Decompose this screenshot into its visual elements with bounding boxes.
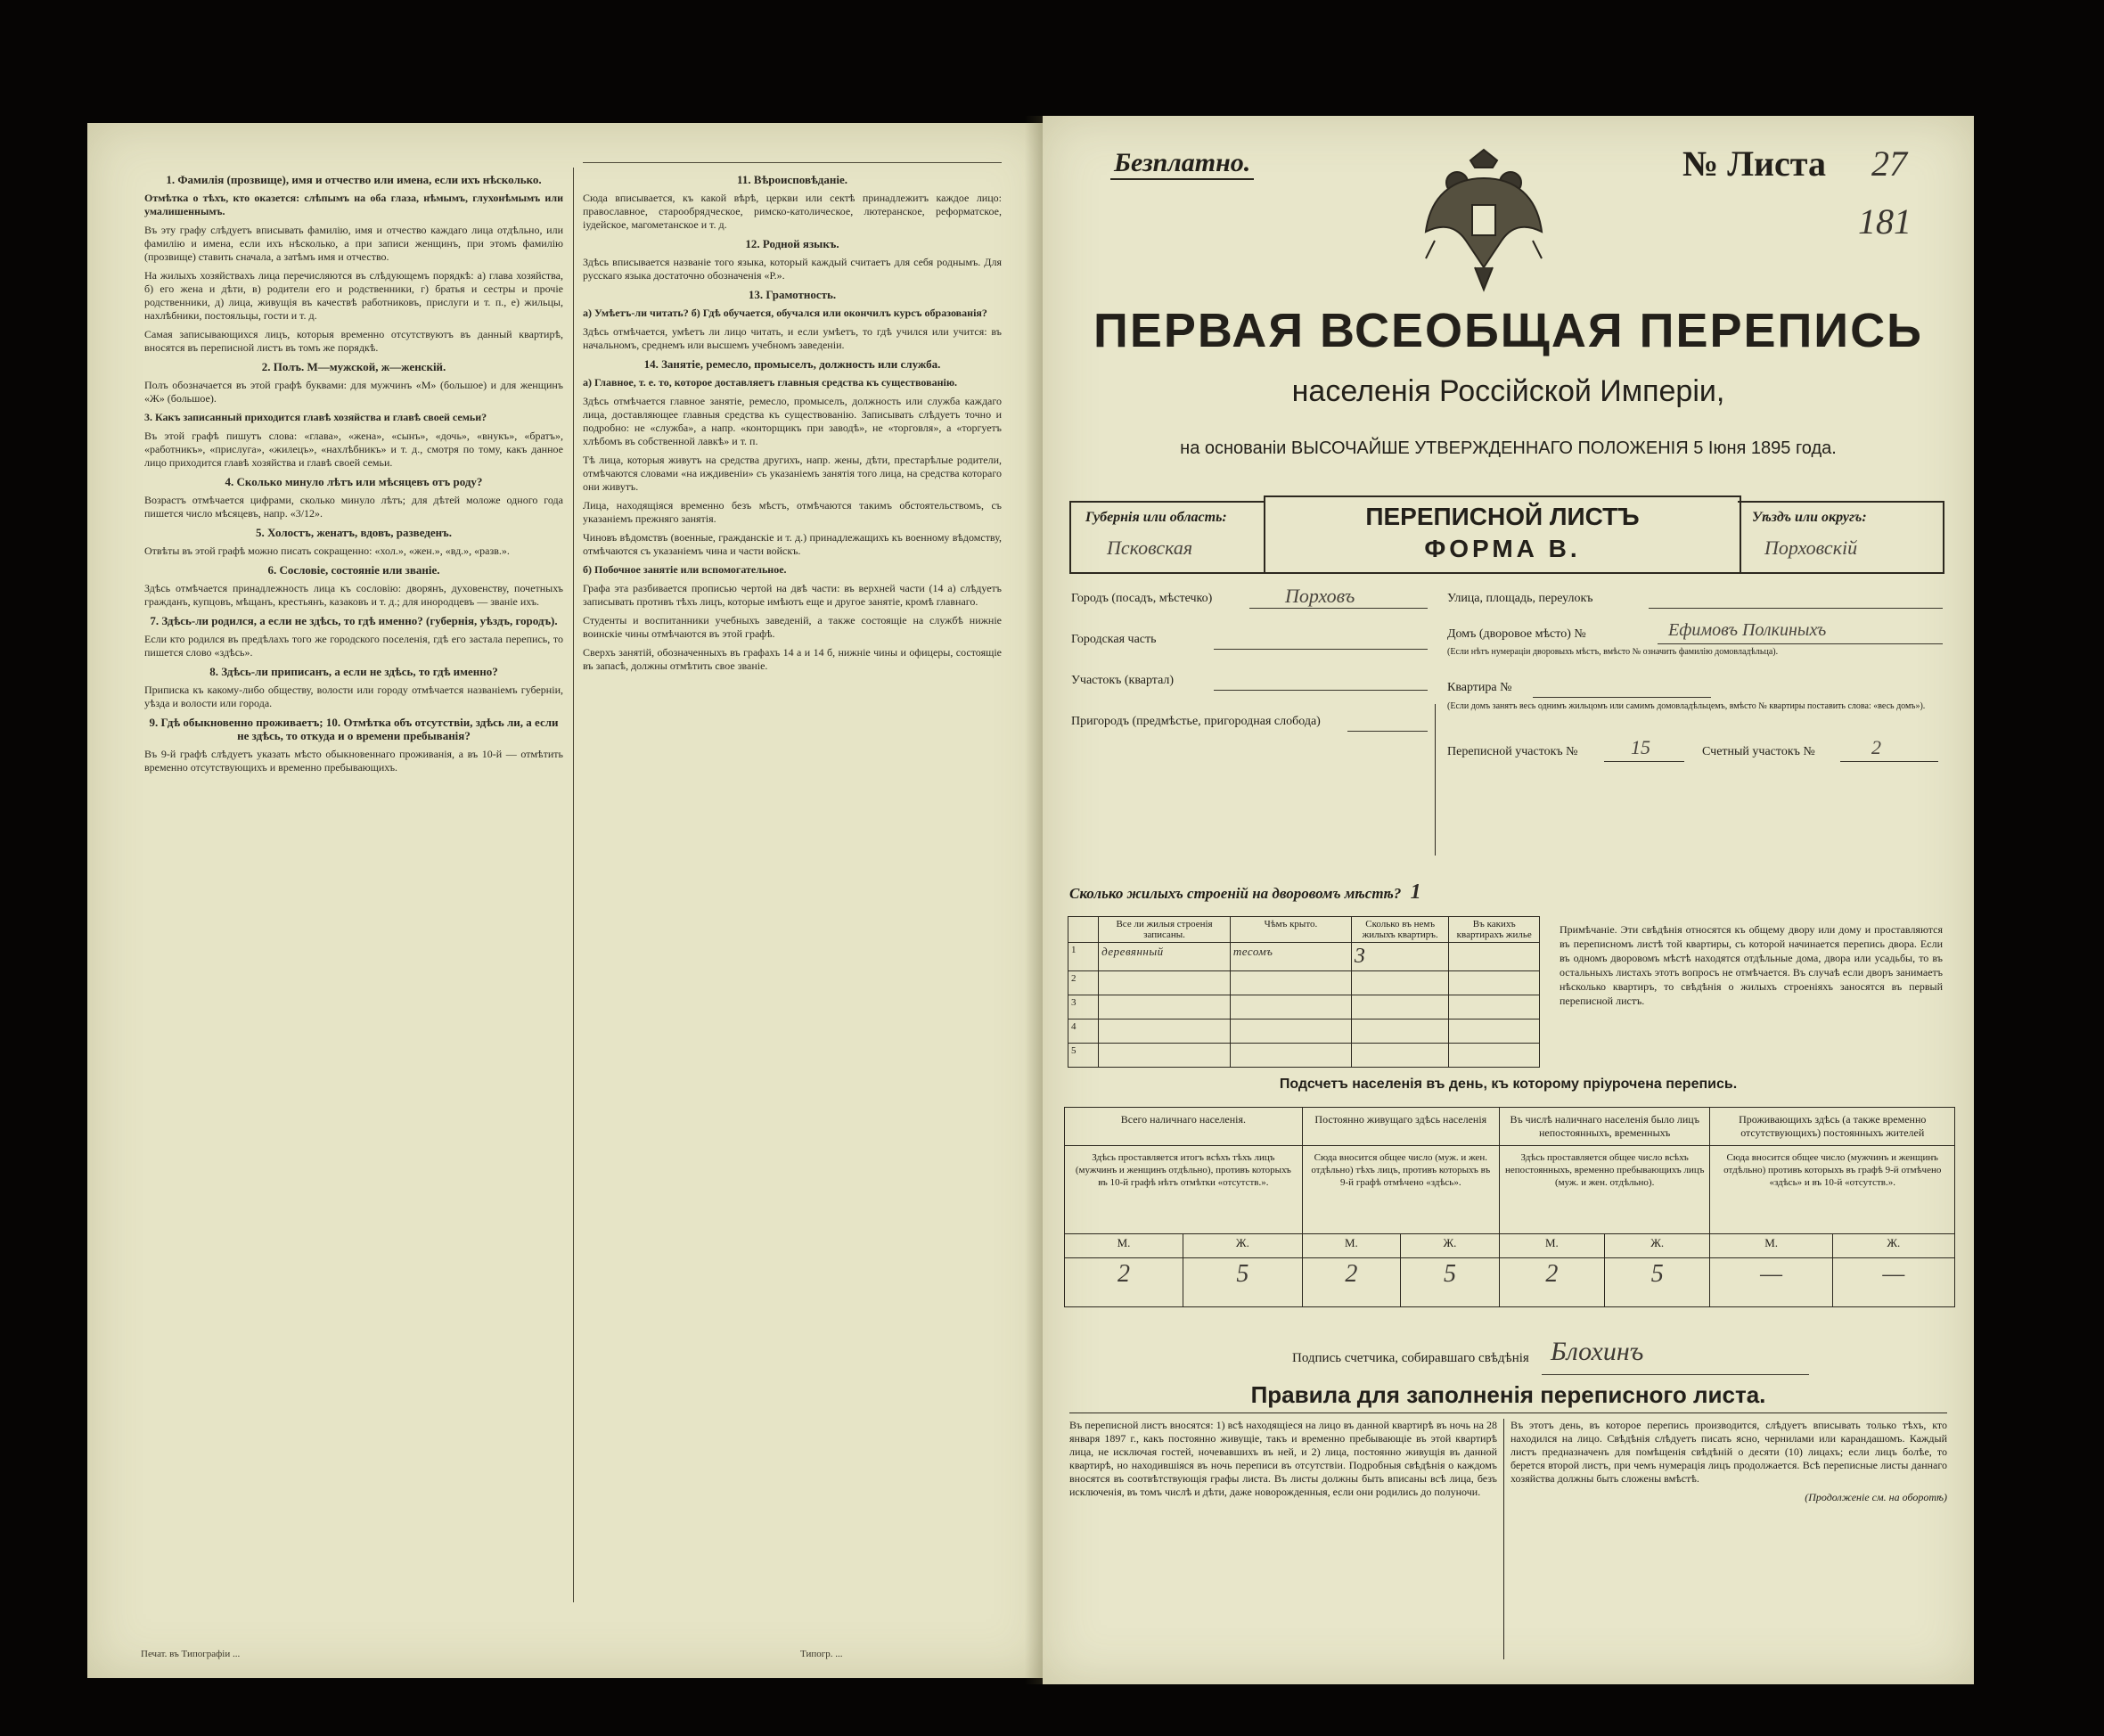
rules-text-left: Въ переписной листъ вносятся: 1) всѣ находящіеся на лицо въ данной квартирѣ въ ночь на 28 января 1897 г., какъ постоянно живущіе, такъ и временно пребывающіе въ этой квартирѣ лица, не исключая гостей, ночевавшихъ въ ней, и 2) лица, постоянно живущія въ данной квартирѣ, но находившіяся въ ночь переписи въ отсутствіи. Подробныя свѣдѣнія о каждомъ вносятся въ соотвѣтствующія графы листа. Въ листы должны быть вписаны всѣ лица, безъ исключенія, въ томъ числѣ и дѣти, даже новорожденныя, если они родились до полуночи. — [1069, 1419, 1497, 1498]
address-divider — [1435, 704, 1436, 856]
female-label: Ж. — [1183, 1234, 1303, 1258]
cell: 3 — [1351, 943, 1449, 971]
male-label: М. — [1302, 1234, 1400, 1258]
city-label: Городъ (посадъ, мѣстечко) — [1071, 592, 1213, 605]
instruction-paragraph: Отвѣты въ этой графѣ можно писать сокращенно: «хол.», «жен.», «вд.», «разв.». — [144, 545, 510, 557]
section-heading: 9. Гдѣ обыкновенно проживаетъ; 10. Отмѣтка объ отсутствіи, здѣсь ли, а если не здѣсь, то откуда и о времени пребыванія? — [149, 716, 559, 742]
instruction-paragraph: Здѣсь вписывается названіе того языка, который каждый считаетъ для себя роднымъ. Для русскаго языка достаточно обозначенія «Р.». — [583, 256, 1002, 282]
uezd-label: Уѣздъ или округъ: — [1752, 510, 1867, 525]
instruction-paragraph: Полъ обозначается въ этой графѣ буквами: для мужчинъ «М» (большое) и для женщинъ «Ж» (большое). — [144, 379, 563, 405]
instruction-paragraph: Здѣсь отмѣчается главное занятіе, ремесло, промыселъ, должность или служба каждаго лица, доставляющее главныя средства къ существованію. Записывать слѣдуетъ точно и подробно: не «служба», а напр. «конторщикъ при заводѣ», не «торговля», а «торгуетъ хлѣбомъ въ собственной лавкѣ» и т. п. — [583, 395, 1002, 447]
instruction-paragraph: Здѣсь отмѣчается, умѣетъ ли лицо читать, и если умѣетъ, то гдѣ учился или учится: въ начальномъ, среднемъ или высшемъ учебномъ заведеніи. — [583, 325, 1002, 351]
double-headed-eagle-emblem — [1417, 143, 1551, 294]
pop-description: Здѣсь проставляется общее число всѣхъ непостоянныхъ, временно пребывающихъ лицъ (муж. и жен. отдѣльно). — [1499, 1146, 1710, 1234]
row-number: 2 — [1068, 971, 1099, 995]
female-label: Ж. — [1401, 1234, 1500, 1258]
instruction-paragraph: Графа эта разбивается прописью чертой на двѣ части: въ верхней части (14 а) слѣдуетъ записывать противъ тѣхъ лицъ, которые имѣютъ еще и другое занятіе, кромѣ главнаго. — [583, 582, 1002, 608]
instructions-column-2 — [583, 169, 1002, 1577]
printer-imprint-right: Типогр. ... — [800, 1649, 843, 1659]
note-text: Примѣчаніе. Эти свѣдѣнія относятся къ общему двору или дому и проставляются въ переписномъ листѣ той квартиры, съ которой начинается перепись двора. Если въ одномъ дворовомъ мѣстѣ находятся отдѣльные дома, двора или усадьбы, то въ остальныхъ листахъ этотъ вопросъ не отмѣчается. Въ случаѣ если дворъ занимаетъ нѣсколько квартиръ, то свѣдѣнія о жилыхъ строеніяхъ заносятся въ первый переписной листъ. — [1560, 923, 1943, 1007]
pop-value: 2 — [1065, 1258, 1183, 1307]
suburb-field — [1071, 715, 1428, 729]
male-label: М. — [1710, 1234, 1832, 1258]
house-value: Ефимовъ Полкиныхъ — [1668, 620, 1827, 640]
instruction-paragraph: Отмѣтка о тѣхъ, кто оказется: слѣпымъ на оба глаза, нѣмымъ, глухонѣмымъ или умалишеннымъ. — [144, 192, 563, 217]
male-label: М. — [1065, 1234, 1183, 1258]
pop-value: — — [1710, 1258, 1832, 1307]
row-number: 4 — [1068, 1019, 1099, 1044]
section-heading: 12. Родной языкъ. — [745, 237, 839, 250]
city-part-field — [1071, 633, 1428, 647]
rules-text-right — [1510, 1419, 1947, 1504]
rules-right-text: Въ этотъ день, въ которое перепись производится, слѣдуетъ вписывать только тѣхъ, кто находился на лицо. Свѣдѣнія слѣдуетъ писать ясно, чернилами или карандашомъ. Каждый листъ предназначенъ для помѣщенія свѣдѣній о десяти (10) лицахъ; если лицъ болѣе, то берется второй листъ, при чемъ нумерація лицъ продолжается. Всѣ переписные листы даннаго хозяйства должны быть сложены вмѣстѣ. — [1510, 1419, 1947, 1485]
buildings-table-header: Въ какихъ квартирахъ жилье — [1449, 917, 1540, 943]
buildings-table-header: Все ли жилыя строенія записаны. — [1099, 917, 1231, 943]
apartment-label: Квартира № — [1447, 681, 1512, 694]
form-title-2: ФОРМА В. — [1424, 535, 1581, 562]
instruction-paragraph: Здѣсь отмѣчается принадлежность лица къ сословію: дворянъ, духовенству, почетныхъ гражданъ, купцовъ, мѣщанъ, крестьянъ, казаковъ и т. д.; для инородцевъ — званіе ихъ. — [144, 582, 563, 608]
buildings-value: 1 — [1410, 880, 1422, 904]
gubernia-label: Губернія или область: — [1085, 510, 1227, 525]
pop-value: 5 — [1604, 1258, 1710, 1307]
section-heading: 14. Занятіе, ремесло, промыселъ, должность или служба. — [643, 357, 941, 371]
cell: тесомъ — [1230, 943, 1351, 971]
section-heading: 8. Здѣсь-ли приписанъ, а если не здѣсь, то гдѣ именно? — [209, 665, 498, 678]
census-subtitle: населенія Россійской Имперіи, — [1291, 374, 1725, 408]
city-field — [1071, 585, 1428, 607]
census-title: ПЕРВАЯ ВСЕОБЩАЯ ПЕРЕПИСЬ — [1093, 304, 1923, 357]
column-divider — [573, 168, 574, 1602]
cell — [1449, 1044, 1540, 1068]
sheet-number-handwritten-2: 181 — [1858, 201, 1912, 242]
free-label: Безплатно. — [1110, 148, 1254, 180]
instruction-paragraph: На жилыхъ хозяйствахъ лица перечисляются въ слѣдующемъ порядкѣ: а) глава хозяйства, б) его жена и дѣти, в) родители его и родственники, г) братья и сестры и прочіе родственники, д) лица, живущія въ качествѣ работниковъ, прислуги и т. п., е) жильцы, нахлѣбники, постояльцы, гости и т. д. — [144, 269, 563, 322]
table-row — [1068, 1019, 1540, 1044]
cell: деревянный — [1099, 943, 1231, 971]
cell — [1099, 1019, 1231, 1044]
pop-value: 2 — [1499, 1258, 1604, 1307]
buildings-table-header: Сколько въ немъ жилыхъ квартиръ. — [1351, 917, 1449, 943]
instruction-paragraph: Лица, находящіяся временно безъ мѣстъ, отмѣчаются такимъ обстоятельствомъ, съ указаніемъ прежняго занятія. — [583, 499, 1002, 525]
gubernia-box — [1069, 501, 1265, 574]
house-label: Домъ (дворовое мѣсто) № — [1447, 627, 1586, 641]
section-heading: 13. Грамотность. — [748, 288, 837, 301]
pop-header: Въ числѣ наличнаго населенія было лицъ непостоянныхъ, временныхъ — [1499, 1108, 1710, 1146]
section-label: Участокъ (квартал) — [1071, 674, 1175, 687]
rules-continued: (Продолженіе см. на оборотѣ) — [1805, 1491, 1947, 1503]
instruction-paragraph: а) Главное, т. е. то, которое доставляетъ главныя средства къ существованію. — [583, 376, 957, 389]
cell — [1449, 1019, 1540, 1044]
rules-title: Правила для заполненія переписного листа. — [1250, 1381, 1766, 1408]
pop-value: — — [1832, 1258, 1954, 1307]
cell — [1449, 995, 1540, 1019]
uezd-box — [1738, 501, 1944, 574]
instruction-paragraph: Въ эту графу слѣдуетъ вписывать фамилію, имя и отчество каждаго лица отдѣльно, или фамилію и имена, если ихъ нѣсколько, а при записи женщинъ, при этомъ фамилію (прозвище) ставить сначала, а затѣмъ имя и отчество. — [144, 224, 563, 263]
instruction-paragraph: Въ 9-й графѣ слѣдуетъ указать мѣсто обыкновеннаго проживанія, а въ 10-й — отмѣтить временно отсутствующихъ и временно пребывающихъ. — [144, 748, 563, 774]
counting-section-label: Счетный участокъ № — [1702, 745, 1815, 758]
instruction-paragraph: б) Побочное занятіе или вспомогательное. — [583, 563, 787, 576]
pop-value: 2 — [1302, 1258, 1400, 1307]
cell — [1099, 995, 1231, 1019]
row-number: 5 — [1068, 1044, 1099, 1068]
cell — [1099, 1044, 1231, 1068]
table-row — [1068, 995, 1540, 1019]
pop-value: 5 — [1401, 1258, 1500, 1307]
counting-section-value: 2 — [1871, 736, 1881, 758]
rules-divider — [1503, 1419, 1504, 1659]
city-value: Порховъ — [1285, 585, 1355, 607]
cell — [1449, 943, 1540, 971]
cell — [1230, 1044, 1351, 1068]
instruction-paragraph: Сюда вписывается, къ какой вѣрѣ, церкви или сектѣ принадлежитъ каждое лицо: православное, старообрядческое, римско-католическое, лютеранское, реформатское, іудейское, магометанское и т. д. — [583, 192, 1002, 231]
instruction-paragraph: Въ этой графѣ пишутъ слова: «глава», «жена», «сынъ», «дочь», «внукъ», «братъ», «работникъ», «прислуга», «жилецъ», «нахлѣбникъ» и т. д., смотря по тому, какъ данное лицо приходится главѣ хозяйства и главѣ своей семьи. — [144, 430, 563, 469]
row-number: 1 — [1068, 943, 1099, 971]
form-title-box — [1264, 495, 1741, 574]
city-part-label: Городская часть — [1071, 633, 1157, 646]
pop-header: Постоянно живущаго здѣсь населенія — [1302, 1108, 1499, 1146]
section-heading: 5. Холостъ, женатъ, вдовъ, разведенъ. — [256, 526, 452, 539]
section-heading: 4. Сколько минуло лѣтъ или мѣсяцевъ отъ роду? — [225, 475, 483, 488]
census-section-label: Переписной участокъ № — [1447, 745, 1578, 758]
house-note: (Если нѣтъ нумераціи дворовыхъ мѣстъ, вмѣсто № означить фамилію домовладѣльца). — [1447, 647, 1779, 657]
pop-header: Всего наличнаго населенія. — [1065, 1108, 1303, 1146]
instruction-paragraph: Чиновъ вѣдомствъ (военные, гражданскіе и т. д.) принадлежащихъ къ военному вѣдомству, отмѣчаются съ указаніемъ чина и части войскъ. — [583, 531, 1002, 557]
census-form-page — [1043, 116, 1974, 1684]
instruction-paragraph: 3. Какъ записанный приходится главѣ хозяйства и главѣ своей семьи? — [144, 411, 487, 423]
table-row — [1068, 1044, 1540, 1068]
pop-description: Здѣсь проставляется итогъ всѣхъ тѣхъ лицъ (мужчинъ и женщинъ отдѣльно), противъ которыхъ въ 10-й графѣ нѣтъ отмѣтки «отсутств.». — [1065, 1146, 1303, 1234]
row-number: 3 — [1068, 995, 1099, 1019]
cell — [1351, 995, 1449, 1019]
column-top-rule — [583, 162, 1002, 163]
buildings-question — [1069, 880, 1421, 905]
cell — [1230, 995, 1351, 1019]
pop-description: Сюда вносится общее число (муж. и жен. отдѣльно) тѣхъ лицъ, противъ которыхъ въ 9-й графѣ отмѣчено «здѣсь». — [1302, 1146, 1499, 1234]
section-heading: 7. Здѣсь-ли родился, а если не здѣсь, то гдѣ именно? (губернія, уѣздъ, городъ). — [150, 614, 558, 627]
cell — [1449, 971, 1540, 995]
cell — [1230, 971, 1351, 995]
signature-line — [1542, 1374, 1809, 1375]
apartment-note: (Если домъ занятъ весь однимъ жильцомъ или самимъ домовладѣльцемъ, вмѣсто № квартиры поставить слова: «весь домъ»). — [1447, 701, 1926, 711]
cell — [1351, 1019, 1449, 1044]
suburb-label: Пригородъ (предмѣстье, пригородная слобода) — [1071, 715, 1321, 728]
cell — [1230, 1019, 1351, 1044]
census-section-value: 15 — [1631, 736, 1650, 758]
female-label: Ж. — [1832, 1234, 1954, 1258]
cell — [1351, 1044, 1449, 1068]
pop-header: Проживающихъ здѣсь (а также временно отсутствующихъ) постоянныхъ жителей — [1710, 1108, 1955, 1146]
sheet-number-label: № Листа — [1682, 143, 1826, 184]
pop-description: Сюда вносится общее число (мужчинъ и женщинъ отдѣльно) противъ которыхъ въ графѣ 9-й отмѣчено «здѣсь» и въ 10-й «отсутств.». — [1710, 1146, 1955, 1234]
cell — [1351, 971, 1449, 995]
instruction-paragraph: Сверхъ занятій, обозначенныхъ въ графахъ 14 а и 14 б, нижніе чины и офицеры, состоящіе въ запасѣ, должны отмѣтить свое званіе. — [583, 646, 1002, 672]
left-page — [87, 123, 1050, 1678]
section-heading: 1. Фамилія (прозвище), имя и отчество или имена, если ихъ нѣсколько. — [166, 173, 542, 186]
population-count-title: Подсчетъ населенія въ день, къ которому пріурочена перепись. — [1279, 1077, 1738, 1092]
section-heading: 2. Полъ. М—мужской, ж—женскій. — [261, 360, 446, 373]
section-heading: 11. Вѣроисповѣданіе. — [737, 173, 847, 186]
instruction-paragraph: а) Умѣетъ-ли читать? б) Гдѣ обучается, обучался или окончилъ курсъ образованія? — [583, 307, 987, 319]
buildings-table-header: Чѣмъ крыто. — [1230, 917, 1351, 943]
section-field — [1071, 674, 1428, 688]
form-title-1: ПЕРЕПИСНОЙ ЛИСТЪ — [1365, 503, 1640, 530]
printer-imprint-left: Печат. въ Типографіи ... — [141, 1649, 241, 1659]
signature-label: Подпись счетчика, собиравшаго свѣдѣнія — [1292, 1351, 1529, 1365]
instruction-paragraph: Приписка къ какому-либо обществу, волости или городу отмѣчается названіемъ губерніи, уѣзда и волости или города. — [144, 684, 563, 709]
table-row — [1068, 943, 1540, 971]
instruction-paragraph: Если кто родился въ предѣлахъ того же городского поселенія, гдѣ его застала перепись, то пишется слово «здѣсь». — [144, 633, 563, 659]
instructions-column-1 — [144, 169, 563, 1613]
instruction-paragraph: Студенты и воспитанники учебныхъ заведеній, а также состоящіе на службѣ нижніе воинскіе чины отмѣчаются въ этой графѣ. — [583, 614, 1002, 640]
buildings-table — [1068, 916, 1540, 1068]
signature-value: Блохинъ — [1551, 1337, 1644, 1366]
instruction-paragraph: Возрастъ отмѣчается цифрами, сколько минуло лѣтъ; для дѣтей моложе одного года пишется число мѣсяцевъ, напр. «3/12». — [144, 494, 563, 520]
female-label: Ж. — [1604, 1234, 1710, 1258]
buildings-table-num-header — [1068, 917, 1099, 943]
uezd-value: Порховскій — [1764, 536, 1858, 559]
pop-value: 5 — [1183, 1258, 1303, 1307]
population-table — [1064, 1107, 1955, 1307]
legal-basis: на основаніи ВЫСОЧАЙШЕ УТВЕРЖДЕННАГО ПОЛОЖЕНІЯ 5 Іюня 1895 года. — [1180, 438, 1837, 458]
sheet-number-handwritten: 27 — [1871, 143, 1907, 184]
instruction-paragraph: Тѣ лица, которыя живутъ на средства другихъ, напр. жены, дѣти, престарѣлые родители, отмѣчаются словами «на иждивеніи» съ указаніемъ занятія того лица, на средства котораго они живутъ. — [583, 454, 1002, 493]
gubernia-value: Псковская — [1107, 536, 1193, 559]
instruction-paragraph: Самая записывающихся лицъ, которыя временно отсутствуютъ въ данный квартирѣ, вносятся въ переписной листъ въ томъ же порядкѣ. — [144, 328, 563, 354]
section-heading: 6. Сословіе, состояніе или званіе. — [267, 563, 440, 577]
table-row — [1068, 971, 1540, 995]
street-label: Улица, площадь, переулокъ — [1447, 592, 1593, 605]
male-label: М. — [1499, 1234, 1604, 1258]
cell — [1099, 971, 1231, 995]
buildings-label: Сколько жилыхъ строеній на дворовомъ мѣстѣ? — [1069, 885, 1402, 902]
